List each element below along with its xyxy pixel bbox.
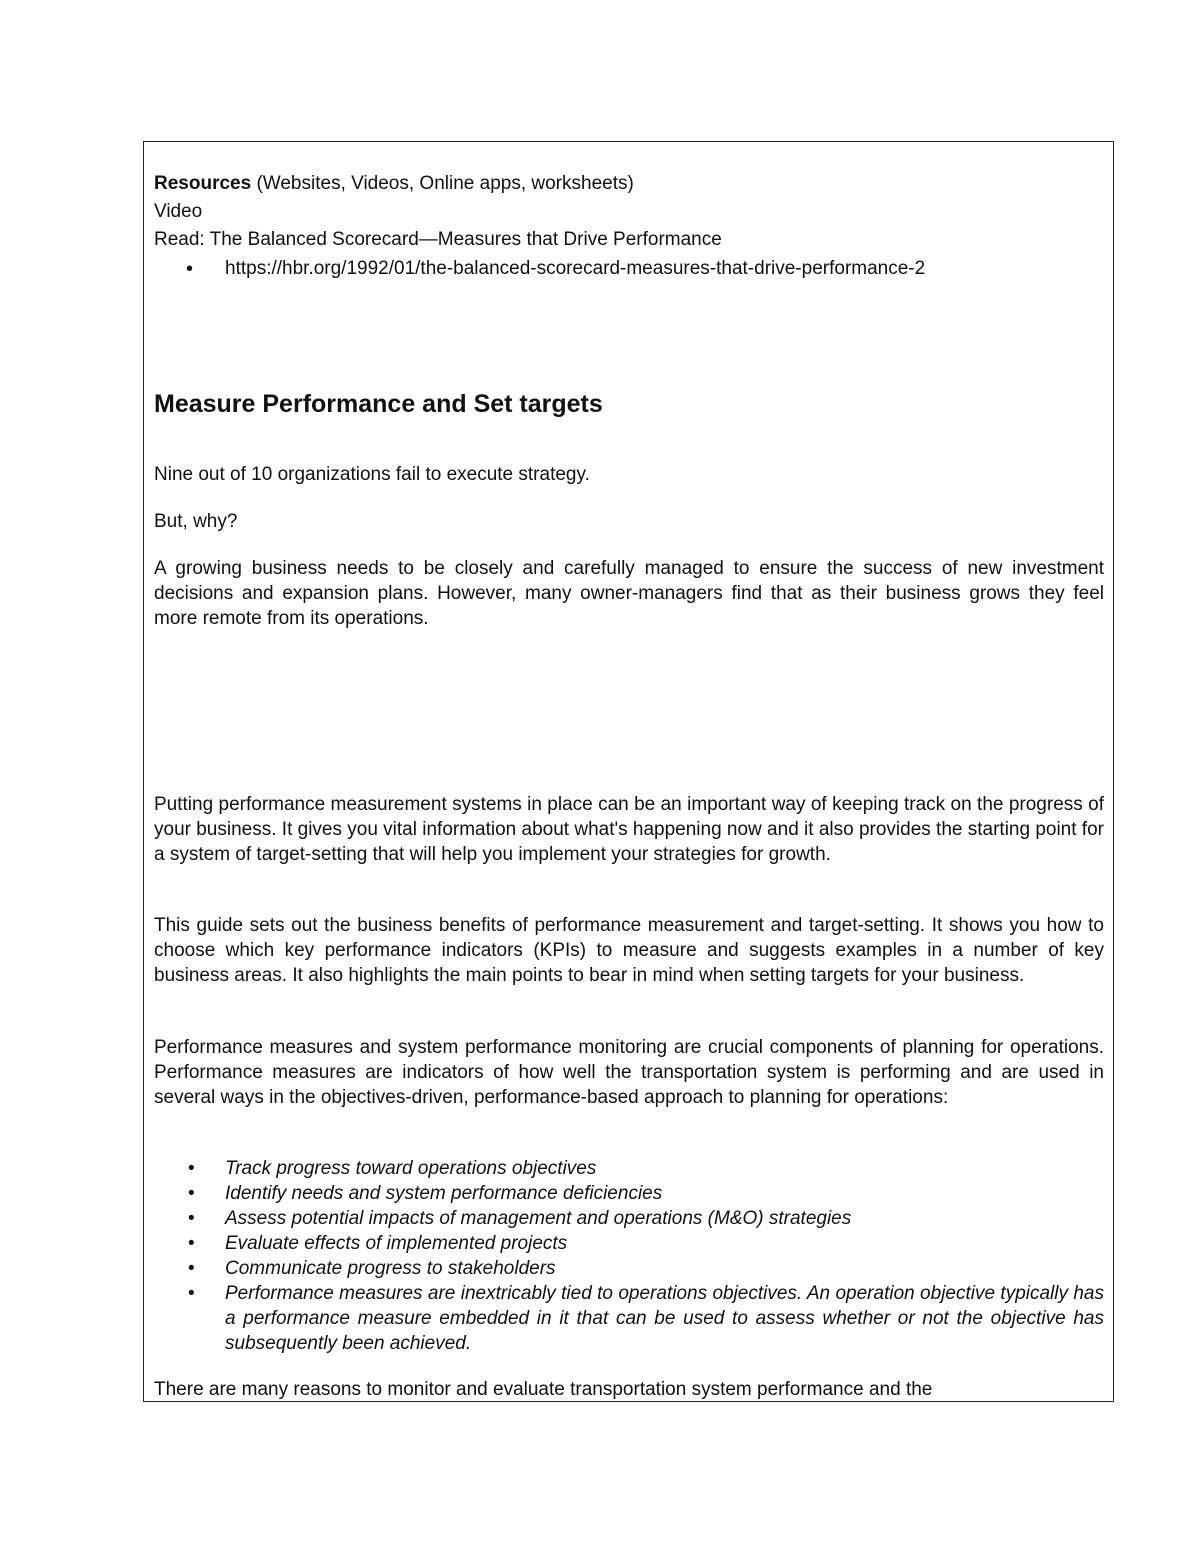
- resources-label-suffix: (Websites, Videos, Online apps, worksheets): [251, 173, 634, 194]
- document-frame: [143, 141, 1114, 1402]
- section-heading: Measure Performance and Set targets: [154, 390, 603, 418]
- performance-uses-list: [154, 1156, 1104, 1356]
- resources-line: [154, 170, 1104, 198]
- resources-label: Resources: [154, 173, 252, 194]
- list-item: • Performance measures are inextricably tied to operations objectives. An operation objective typically has a performance measure embedded in it that can be used to assess whether or not the objective has subsequently been achieved.: [154, 1281, 1104, 1356]
- resource-link[interactable]: • https://hbr.org/1992/01/the-balanced-scorecard-measures-that-drive-performance-2: [154, 254, 1104, 284]
- list-item: • Identify needs and system performance deficiencies: [154, 1181, 1104, 1206]
- document-content: [154, 170, 1104, 1400]
- list-item: • Evaluate effects of implemented projects: [154, 1231, 1104, 1256]
- intro-line-2: But, why?: [154, 511, 238, 532]
- list-item: • Assess potential impacts of management and operations (M&O) strategies: [154, 1206, 1104, 1231]
- list-item: • Track progress toward operations objectives: [154, 1156, 1104, 1181]
- intro-line-1: Nine out of 10 organizations fail to execute strategy.: [154, 464, 590, 485]
- resource-links-list: [154, 254, 1104, 284]
- video-label: Video: [154, 201, 203, 222]
- list-item: • Communicate progress to stakeholders: [154, 1256, 1104, 1281]
- paragraph-1: A growing business needs to be closely and carefully managed to ensure the success of new investment decisions and expansion plans. However, many owner-managers find that as their business grows they feel more remote from its operations.: [154, 558, 1104, 629]
- paragraph-5: There are many reasons to monitor and evaluate transportation system performance and the: [154, 1379, 933, 1400]
- paragraph-3: This guide sets out the business benefits of performance measurement and target-setting. It shows you how to choose which key performance indicators (KPIs) to measure and suggests examples in a number of key business areas. It also highlights the main points to bear in mind when setting targets for your business.: [154, 915, 1104, 986]
- read-line: Read: The Balanced Scorecard—Measures that Drive Performance: [154, 229, 722, 250]
- paragraph-4: Performance measures and system performance monitoring are crucial components of planning for operations. Performance measures are indicators of how well the transportation system is performing and are used in several ways in the objectives-driven, performance-based approach to planning for operations:: [154, 1037, 1104, 1108]
- paragraph-2: Putting performance measurement systems in place can be an important way of keeping track on the progress of your business. It gives you vital information about what's happening now and it also provides the starting point for a system of target-setting that will help you implement your strategies for growth.: [154, 794, 1104, 865]
